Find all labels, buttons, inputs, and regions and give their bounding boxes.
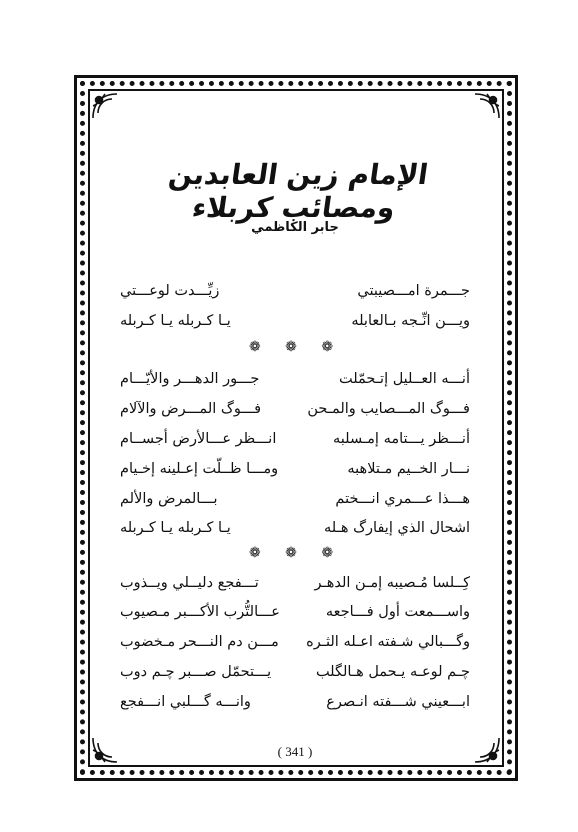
verse-first-hemistich: أنـــظر يـــتامه إمـسلبه: [333, 431, 470, 447]
verse-first-hemistich: هـــذا عـــمري انـــختم: [335, 491, 470, 507]
verse-second-hemistich: جـــور الدهـــر والأيّـــام: [120, 371, 260, 387]
verse-first-hemistich: أنـــه العــليل إتـحمّلت: [339, 371, 470, 387]
verse-first-hemistich: جـــمرة امـــصيبتي: [357, 283, 470, 299]
verse-second-hemistich: فـــوگ المـــرض والآلام: [120, 401, 262, 417]
verse-second-hemistich: تـــفجع دليــلي ويــذوب: [120, 575, 259, 591]
verse-line: [120, 431, 470, 453]
stanza-separator: ❁ ❁ ❁: [248, 339, 344, 355]
corner-ornament-icon: [90, 91, 120, 121]
verse-first-hemistich: فـــوگ المـــصايب والمـحن: [307, 401, 470, 417]
verse-second-hemistich: وانـــه گـــلبي انـــفجع: [120, 694, 251, 710]
verse-second-hemistich: ومـــا ظــلّت إعـلينه إخـيام: [120, 461, 279, 477]
verse-line: [120, 283, 470, 305]
verse-second-hemistich: يـا كـربله يـا كـربله: [120, 520, 231, 536]
verse-second-hemistich: يـــتحمّل صـــبر چـم دوب: [120, 664, 272, 680]
verse-second-hemistich: يـا كـربله يـا كـربله: [120, 313, 231, 329]
verse-first-hemistich: اشحال الذي إيفارگ هـله: [324, 520, 470, 536]
verse-line: [120, 491, 470, 513]
corner-ornament-icon: [472, 735, 502, 765]
verse-line: [120, 694, 470, 716]
verse-line: [120, 634, 470, 656]
verse-second-hemistich: انـــظر عـــالأرض أجســام: [120, 431, 277, 447]
verse-first-hemistich: نـــار الخــيم مـتلاهبه: [347, 461, 470, 477]
verse-first-hemistich: ويـــن انِّـجه بـالعابله: [351, 313, 470, 329]
verse-second-hemistich: بـــالمرض والألم: [120, 491, 218, 507]
poet-name: جابر الكاظمي: [251, 220, 339, 235]
verse-first-hemistich: ابـــعيني شـــفته انـصرع: [326, 694, 470, 710]
verse-line: [120, 371, 470, 393]
verse-line: [120, 461, 470, 483]
verse-first-hemistich: واســـمعت أول فـــاجعه: [325, 604, 470, 620]
verse-line: [120, 313, 470, 335]
verse-first-hemistich: وگـــبالي شـفته اعـله الثـره: [306, 634, 470, 650]
verse-second-hemistich: زيِّـــدت لوعـــتي: [120, 283, 220, 299]
poem-title: الإمام زين العابدين ومصائب كربلاء: [166, 158, 431, 224]
verse-first-hemistich: چـم لوعـه يـحمل هـالگلب: [315, 664, 470, 680]
verse-line: [120, 575, 470, 597]
verse-line: [120, 664, 470, 686]
corner-ornament-icon: [472, 91, 502, 121]
page-number: ( 341 ): [277, 744, 313, 759]
verse-line: [120, 604, 470, 626]
verse-second-hemistich: عـــالتُّرب الأكـــبر مـصيوب: [120, 604, 280, 620]
verse-first-hemistich: كِــلسا مُـصيبه إمـن الدهـر: [314, 575, 470, 591]
stanza-separator: ❁ ❁ ❁: [248, 545, 344, 561]
verse-line: [120, 401, 470, 423]
corner-ornament-icon: [90, 735, 120, 765]
verse-second-hemistich: مـــن دم النـــحر مـخضوب: [120, 634, 279, 650]
verse-line: [120, 520, 470, 542]
